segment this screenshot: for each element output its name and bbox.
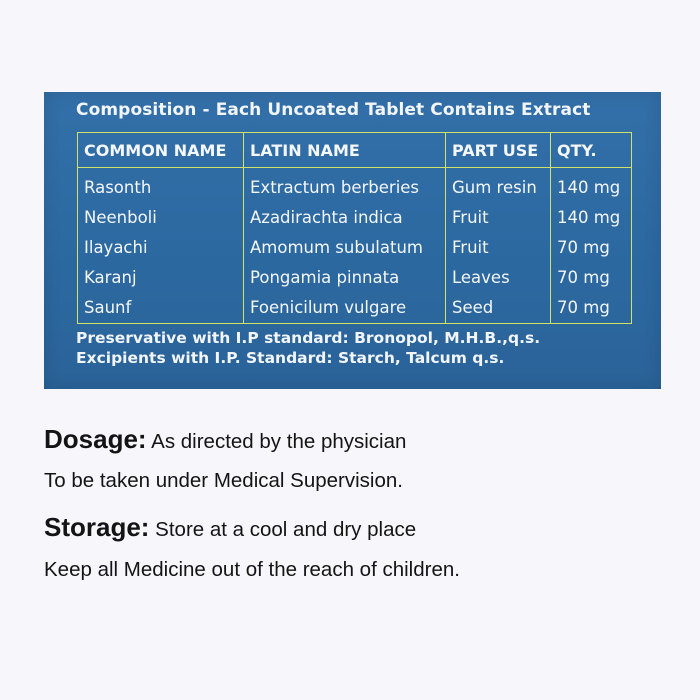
excipients-note: Excipients with I.P. Standard: Starch, Talcum q.s. [76, 349, 505, 367]
preservative-note: Preservative with I.P standard: Bronopol, M.H.B.,q.s. [76, 329, 541, 347]
table-row [78, 232, 632, 262]
cell-qty: 140 mg [551, 202, 632, 232]
cell-part-use: Fruit [446, 202, 551, 232]
cell-part-use: Gum resin [446, 168, 551, 203]
dosage-label: Dosage: [44, 424, 147, 454]
composition-title: Composition - Each Uncoated Tablet Contains Extract [76, 100, 591, 120]
header-qty: QTY. [551, 133, 632, 168]
composition-table [77, 132, 632, 324]
cell-part-use: Leaves [446, 262, 551, 292]
dosage-text: As directed by the physician [151, 430, 407, 453]
cell-part-use: Seed [446, 292, 551, 324]
cell-qty: 70 mg [551, 232, 632, 262]
cell-latin-name: Azadirachta indica [244, 202, 446, 232]
cell-latin-name: Foenicilum vulgare [244, 292, 446, 324]
storage-label: Storage: [44, 512, 150, 542]
table-row [78, 168, 632, 203]
cell-latin-name: Extractum berberies [244, 168, 446, 203]
header-part-use: PART USE [446, 133, 551, 168]
cell-latin-name: Pongamia pinnata [244, 262, 446, 292]
cell-qty: 140 mg [551, 168, 632, 203]
cell-part-use: Fruit [446, 232, 551, 262]
table-header-row [78, 133, 632, 168]
composition-panel [44, 92, 661, 389]
dosage-line [44, 424, 406, 455]
table-row [78, 262, 632, 292]
cell-common-name: Saunf [78, 292, 244, 324]
header-latin-name: LATIN NAME [244, 133, 446, 168]
storage-text: Store at a cool and dry place [155, 518, 417, 541]
storage-line [44, 512, 416, 543]
cell-common-name: Ilayachi [78, 232, 244, 262]
cell-qty: 70 mg [551, 262, 632, 292]
header-common-name: COMMON NAME [78, 133, 244, 168]
dosage-note: To be taken under Medical Supervision. [44, 469, 403, 492]
table-row [78, 292, 632, 324]
cell-common-name: Karanj [78, 262, 244, 292]
storage-note: Keep all Medicine out of the reach of children. [44, 558, 460, 581]
cell-common-name: Neenboli [78, 202, 244, 232]
cell-latin-name: Amomum subulatum [244, 232, 446, 262]
cell-common-name: Rasonth [78, 168, 244, 203]
cell-qty: 70 mg [551, 292, 632, 324]
table-row [78, 202, 632, 232]
